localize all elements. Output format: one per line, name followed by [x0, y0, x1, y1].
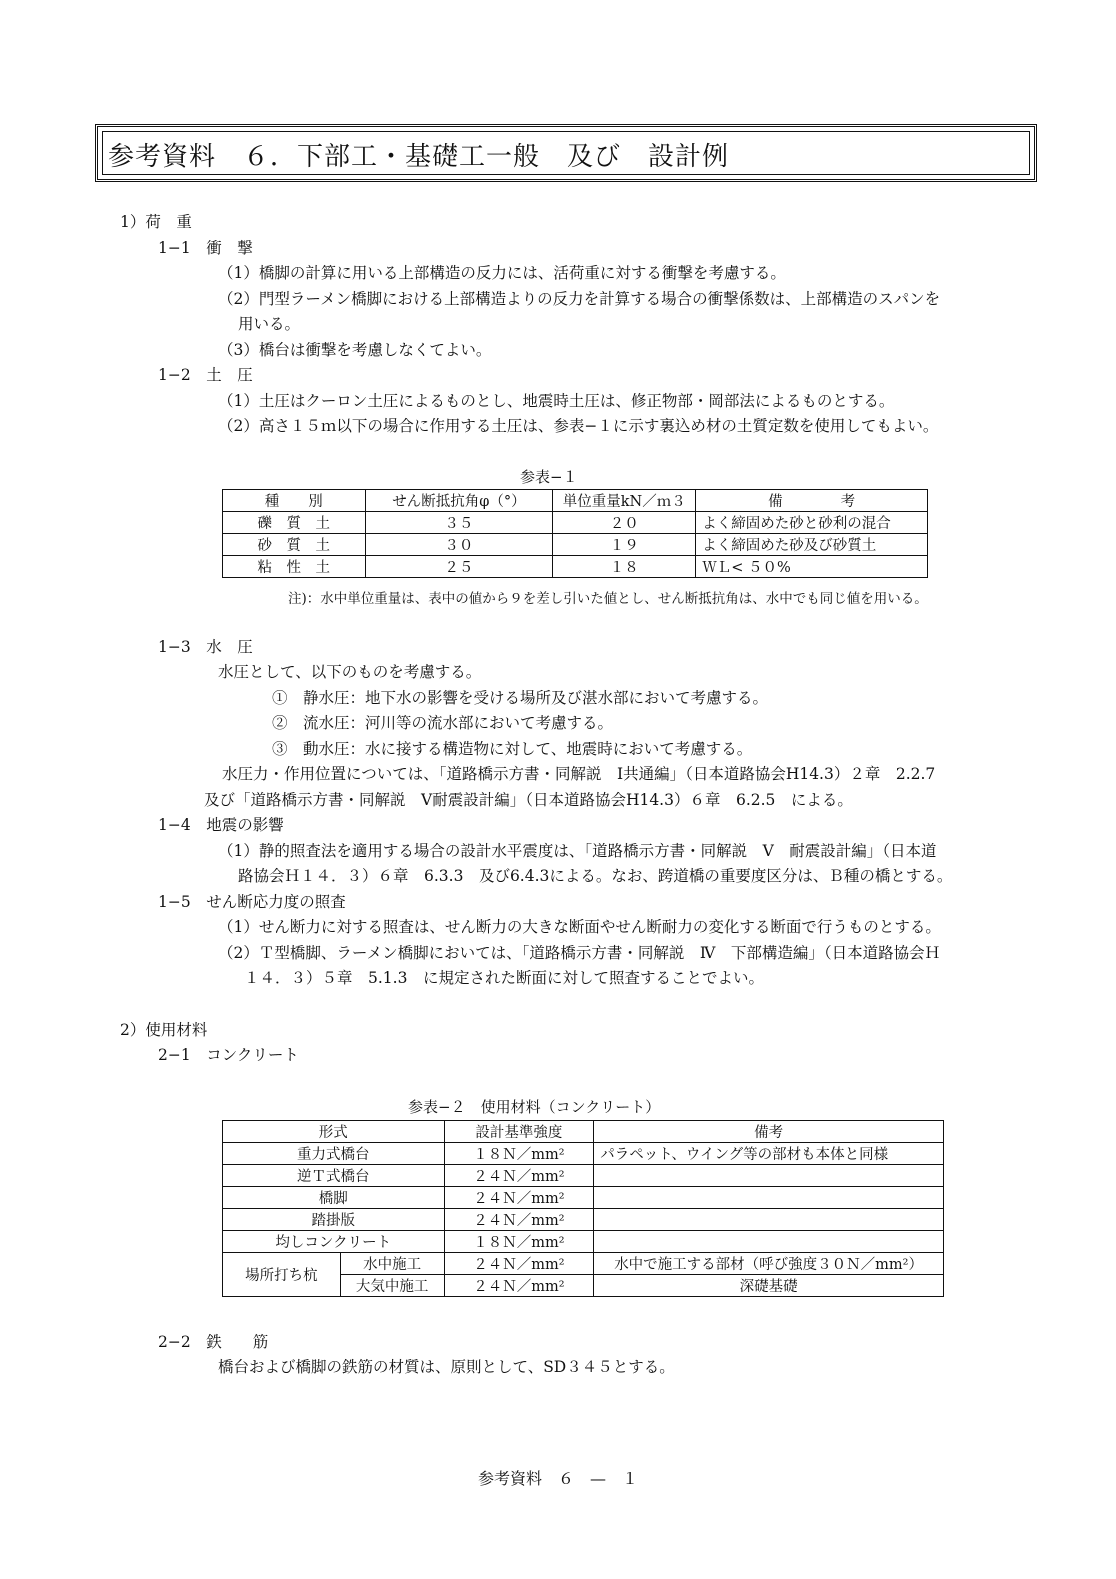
- table-cell: １８Ｎ／mm²: [444, 1143, 594, 1165]
- table-2-caption: 参表−２ 使用材料（コンクリート）: [408, 1098, 661, 1116]
- table-cell: 踏掛版: [223, 1209, 445, 1231]
- table-cell: 均しコンクリート: [223, 1231, 445, 1253]
- section-1-2-item-2: （2）高さ１５ｍ以下の場合に作用する土圧は、参表−１に示す裏込め材の土質定数を使用してもよい。: [218, 417, 939, 435]
- table-cell: ２４Ｎ／mm²: [444, 1187, 594, 1209]
- table-row: [223, 534, 928, 556]
- section-2-2-text: 橋台および橋脚の鉄筋の材質は、原則として、SD３４５とする。: [218, 1358, 675, 1376]
- table-cell: 砂 質 土: [223, 534, 366, 556]
- table-cell: ２５: [365, 556, 553, 578]
- table-cell: ２４Ｎ／mm²: [444, 1253, 594, 1275]
- table-group-cell: 場所打ち杭: [223, 1253, 341, 1297]
- page-title: 参考資料 ６．下部工・基礎工一般 及び 設計例: [108, 142, 730, 172]
- section-1-3-intro: 水圧として、以下のものを考慮する。: [218, 663, 482, 681]
- table-1: [222, 489, 928, 578]
- section-1-2-heading: 1−2 土 圧: [158, 366, 253, 384]
- section-1-2-item-1: （1）土圧はクーロン土圧によるものとし、地震時土圧は、修正物部・岡部法によるものとする。: [218, 392, 895, 410]
- table-cell: 深礎基礎: [594, 1275, 944, 1297]
- table-row: [223, 1231, 944, 1253]
- table-cell: 重力式橋台: [223, 1143, 445, 1165]
- table-cell: １９: [553, 534, 696, 556]
- title-box: [95, 124, 1037, 182]
- section-1-4-heading: 1−4 地震の影響: [158, 816, 284, 834]
- section-1-4-line-1: （1）静的照査法を適用する場合の設計水平震度は、「道路橋示方書・同解説 Ⅴ 耐震設計編」（日本道: [218, 842, 937, 860]
- table-row: [223, 1209, 944, 1231]
- table-header-cell: 単位重量kN／ｍ３: [553, 490, 696, 512]
- section-1-1-item-3: （3）橋台は衝撃を考慮しなくてよい。: [218, 341, 492, 359]
- table-cell: パラペット、ウイング等の部材も本体と同様: [594, 1143, 944, 1165]
- table-row: [223, 1143, 944, 1165]
- table-cell: ２４Ｎ／mm²: [444, 1165, 594, 1187]
- section-2-heading: 2）使用材料: [120, 1021, 208, 1039]
- section-1-3-item-3: ③ 動水圧：水に接する構造物に対して、地震時において考慮する。: [272, 740, 753, 758]
- table-header-cell: 備 考: [696, 490, 928, 512]
- section-1-5-line-3: １４．３）５章 5.1.3 に規定された断面に対して照査することでよい。: [244, 969, 764, 987]
- table-cell: [594, 1209, 944, 1231]
- table-header-cell: 種 別: [223, 490, 366, 512]
- table-row: [223, 490, 928, 512]
- table-header-cell: せん断抵抗角φ（°）: [365, 490, 553, 512]
- table-cell: ２４Ｎ／mm²: [444, 1209, 594, 1231]
- table-row: [223, 1121, 944, 1143]
- section-1-5-heading: 1−5 せん断応力度の照査: [158, 893, 346, 911]
- table-cell: １８: [553, 556, 696, 578]
- table-cell: 粘 性 土: [223, 556, 366, 578]
- table-cell: 水中で施工する部材（呼び強度３０Ｎ／mm²）: [594, 1253, 944, 1275]
- section-1-3-item-1: ① 静水圧：地下水の影響を受ける場所及び湛水部において考慮する。: [272, 689, 769, 707]
- section-2-2-heading: 2−2 鉄 筋: [158, 1333, 269, 1351]
- section-1-3-text-2: 及び「道路橋示方書・同解説 Ⅴ耐震設計編」（日本道路協会H14.3）６章 6.2.5 による。: [204, 791, 853, 809]
- table-cell: [594, 1187, 944, 1209]
- table-cell: ３５: [365, 512, 553, 534]
- table-cell: よく締固めた砂と砂利の混合: [696, 512, 928, 534]
- table-cell: [594, 1231, 944, 1253]
- table-1-caption: 参表−１: [520, 468, 578, 486]
- section-1-5-line-1: （1）せん断力に対する照査は、せん断力の大きな断面やせん断耐力の変化する断面で行うものとする。: [218, 918, 941, 936]
- section-1-3-heading: 1−3 水 圧: [158, 638, 253, 656]
- section-1-1-item-1: （1）橋脚の計算に用いる上部構造の反力には、活荷重に対する衝撃を考慮する。: [218, 264, 786, 282]
- section-1-1-heading: 1−1 衝 撃: [158, 239, 253, 257]
- table-cell: ２４Ｎ／mm²: [444, 1275, 594, 1297]
- section-1-heading: 1）荷 重: [120, 213, 192, 231]
- table-cell: 橋脚: [223, 1187, 445, 1209]
- table-cell: 水中施工: [340, 1253, 444, 1275]
- table-row: [223, 556, 928, 578]
- table-cell: ＷＬ< ５０%: [696, 556, 928, 578]
- table-row: [223, 512, 928, 534]
- table-row: [223, 1253, 944, 1275]
- section-1-4-line-2: 路協会Ｈ１４．３）６章 6.3.3 及び6.4.3による。なお、跨道橋の重要度区分は、Ｂ種の橋とする。: [238, 867, 953, 885]
- table-row: [223, 1165, 944, 1187]
- table-2: [222, 1120, 944, 1297]
- table-cell: 礫 質 土: [223, 512, 366, 534]
- section-1-3-text-1: 水圧力・作用位置については、「道路橋示方書・同解説 Ⅰ共通編」（日本道路協会H14.3）２章 2.2.7: [222, 765, 936, 783]
- section-1-5-line-2: （2）Ｔ型橋脚、ラーメン橋脚においては、「道路橋示方書・同解説 Ⅳ 下部構造編」（日本道路協会Ｈ: [218, 944, 941, 962]
- table-cell: [594, 1165, 944, 1187]
- table-1-note: 注)：水中単位重量は、表中の値から９を差し引いた値とし、せん断抵抗角は、水中でも同じ値を用いる。: [288, 591, 928, 607]
- table-row: [223, 1187, 944, 1209]
- table-cell: ３０: [365, 534, 553, 556]
- table-cell: １８Ｎ／mm²: [444, 1231, 594, 1253]
- table-header-cell: 形式: [223, 1121, 445, 1143]
- table-header-cell: 設計基準強度: [444, 1121, 594, 1143]
- section-1-3-item-2: ② 流水圧：河川等の流水部において考慮する。: [272, 714, 614, 732]
- table-cell: 逆Ｔ式橋台: [223, 1165, 445, 1187]
- table-cell: 大気中施工: [340, 1275, 444, 1297]
- table-cell: よく締固めた砂及び砂質土: [696, 534, 928, 556]
- table-header-cell: 備考: [594, 1121, 944, 1143]
- table-cell: ２０: [553, 512, 696, 534]
- section-1-1-item-2-cont: 用いる。: [238, 315, 301, 333]
- section-1-1-item-2: （2）門型ラーメン橋脚における上部構造よりの反力を計算する場合の衝撃係数は、上部構造のスパンを: [218, 290, 941, 308]
- page-footer: 参考資料 ６ — １: [477, 1469, 638, 1488]
- section-2-1-heading: 2−1 コンクリート: [158, 1046, 299, 1064]
